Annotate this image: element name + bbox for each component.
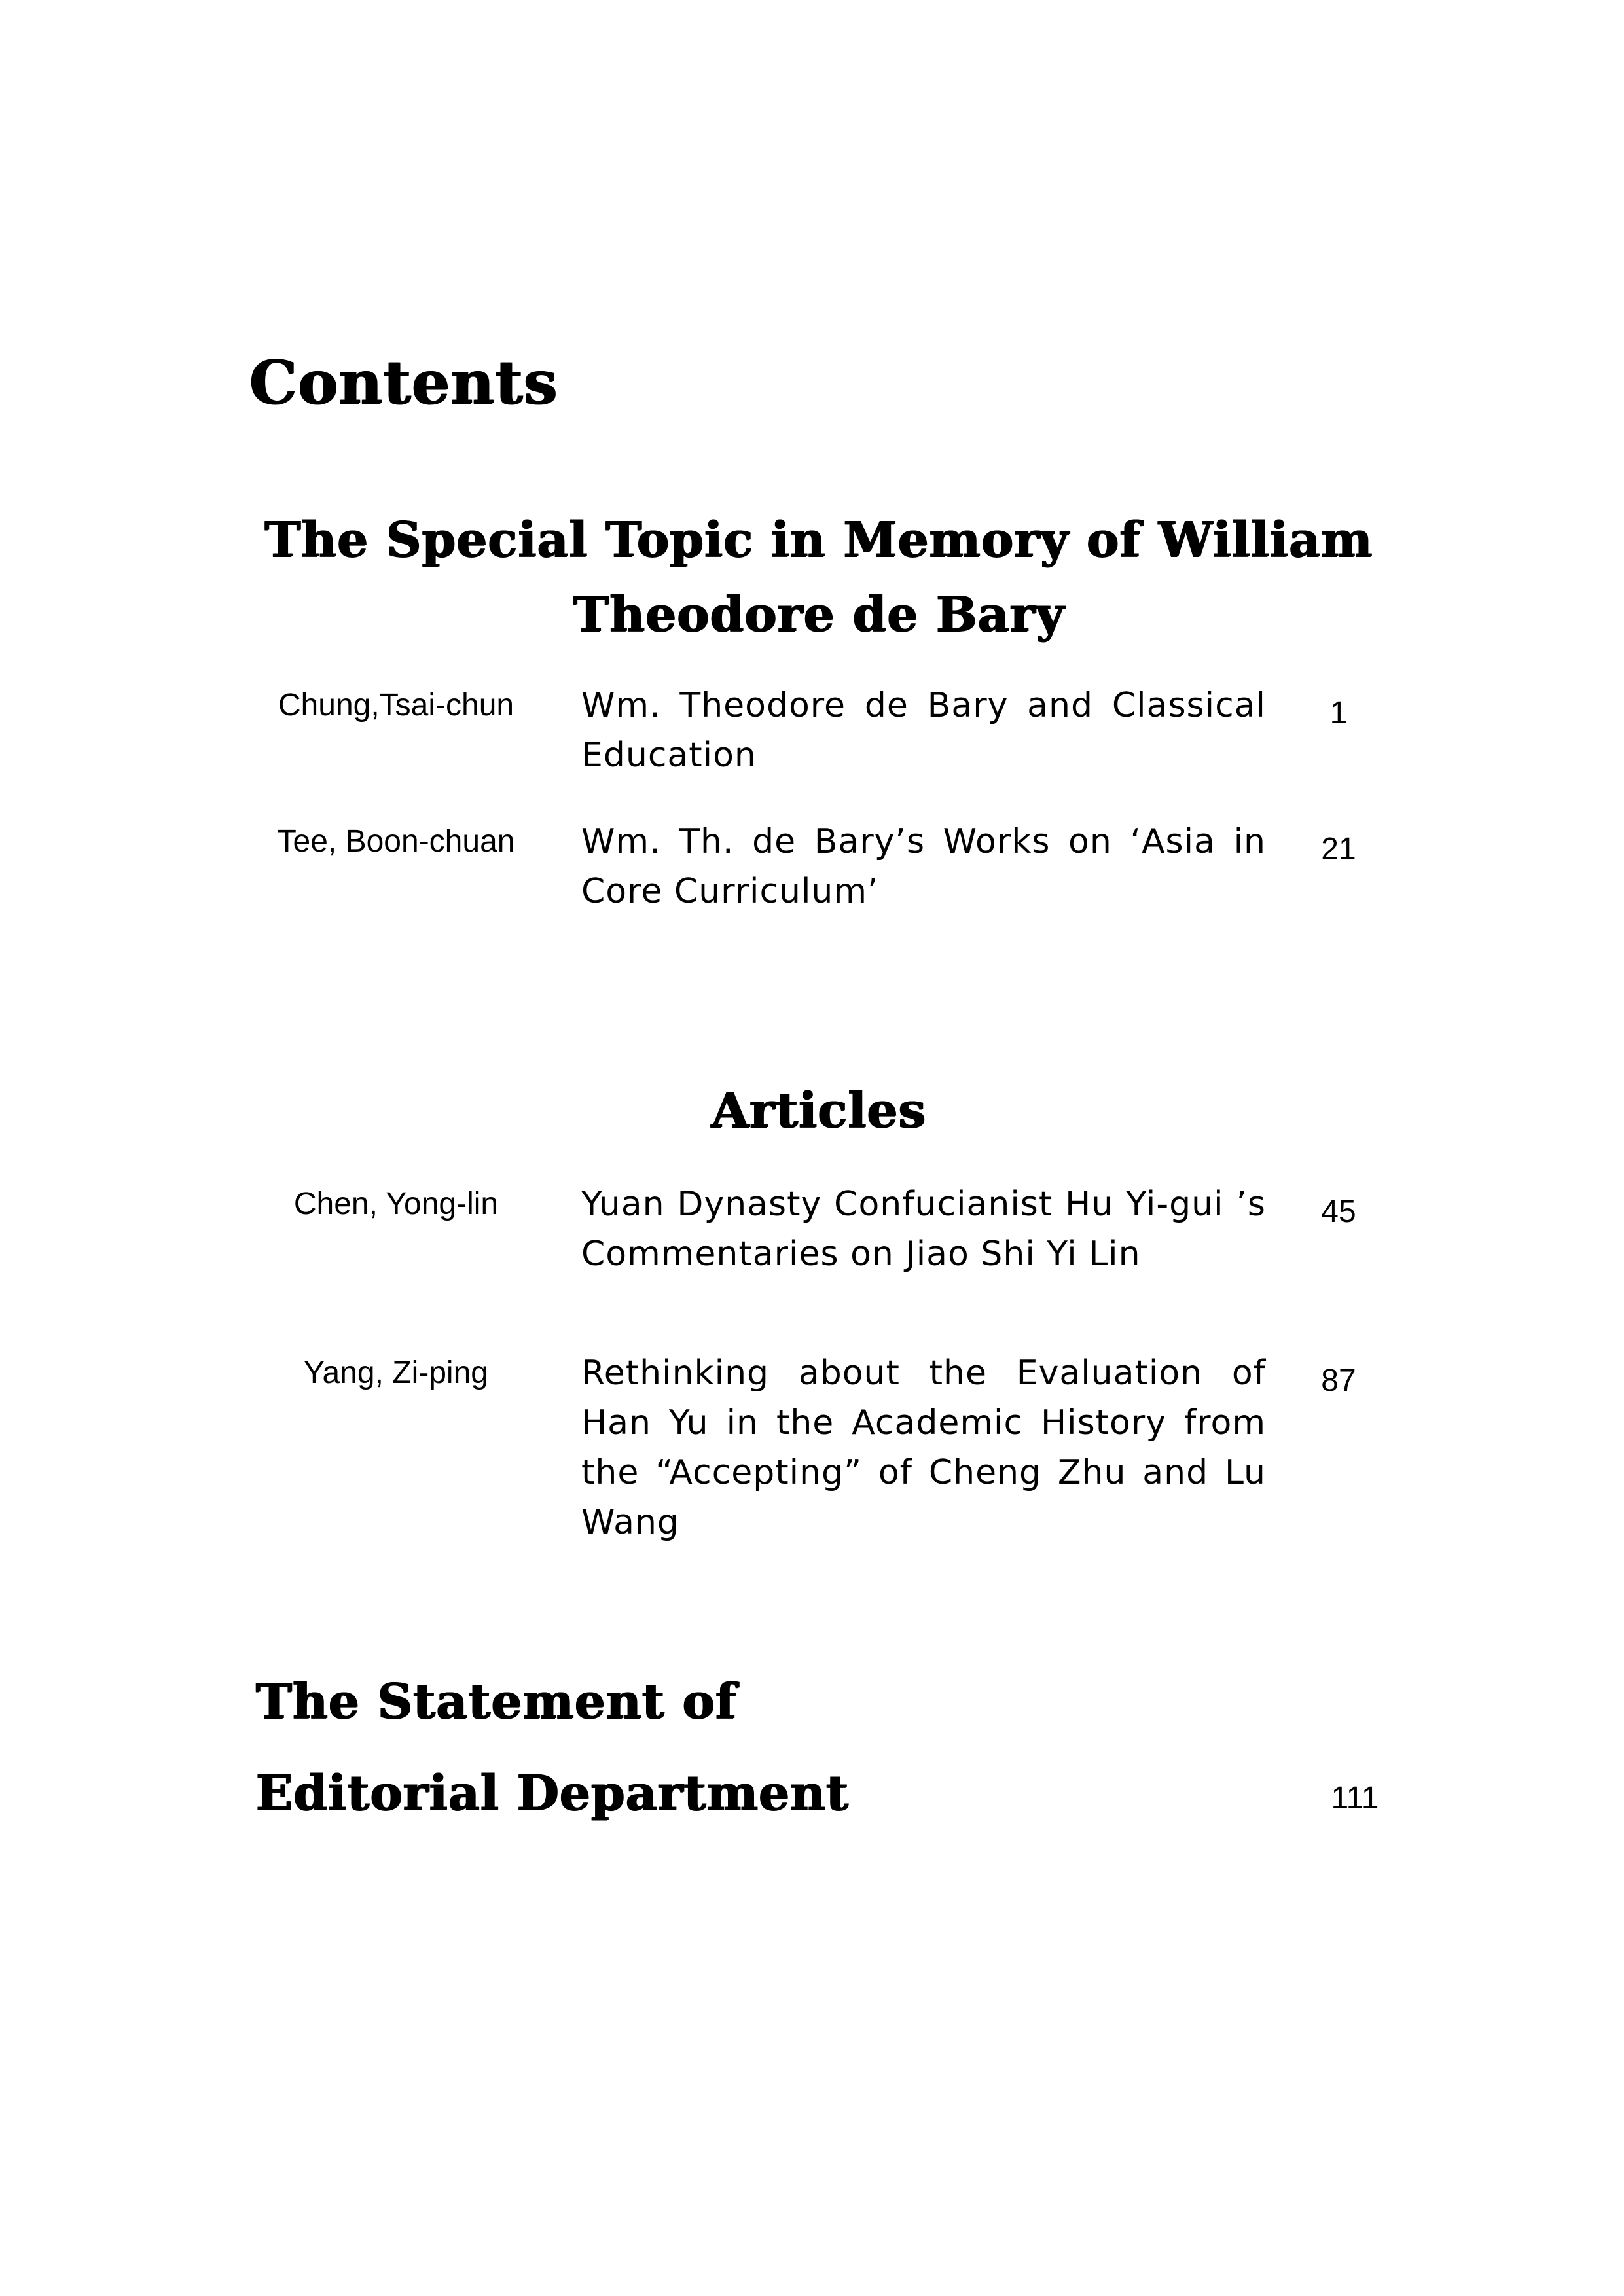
articles-heading: Articles <box>710 1083 926 1139</box>
statement-heading-line1: The Statement of <box>255 1674 736 1730</box>
special-topic-heading-line2: Theodore de Bary <box>572 586 1064 643</box>
entry-title: Wm. Th. de Bary’s Works on ‘Asia in Core Curriculum’ <box>581 822 1266 911</box>
entry-page-number: 21 <box>1321 832 1356 867</box>
entry-title: Wm. Theodore de Bary and Classical Education <box>581 686 1266 775</box>
special-topic-heading-line1: The Special Topic in Memory of William <box>264 512 1373 568</box>
special-topic-heading <box>249 503 1388 652</box>
entry-author: Tee, Boon-chuan <box>277 824 515 859</box>
entry-title: Rethinking about the Evaluation of Han Yu in the Academic History from the “Accepting” of Cheng Zhu and Lu Wang <box>581 1354 1266 1542</box>
entry-author: Chen, Yong-lin <box>293 1187 499 1221</box>
statement-heading-line2: Editorial Department <box>255 1765 849 1821</box>
entry-page-number: 45 <box>1321 1194 1356 1229</box>
entry-author: Chung,Tsai-chun <box>278 688 514 723</box>
entry-page-number: 1 <box>1329 696 1348 730</box>
entry-author: Yang, Zi-ping <box>304 1355 488 1390</box>
entry-page-number: 87 <box>1321 1363 1356 1398</box>
statement-page-number: 111 <box>1331 1781 1379 1816</box>
entry-title: Yuan Dynasty Confucianist Hu Yi-gui ’s Commentaries on Jiao Shi Yi Lin <box>581 1185 1266 1274</box>
page-title: Contents <box>249 347 558 418</box>
